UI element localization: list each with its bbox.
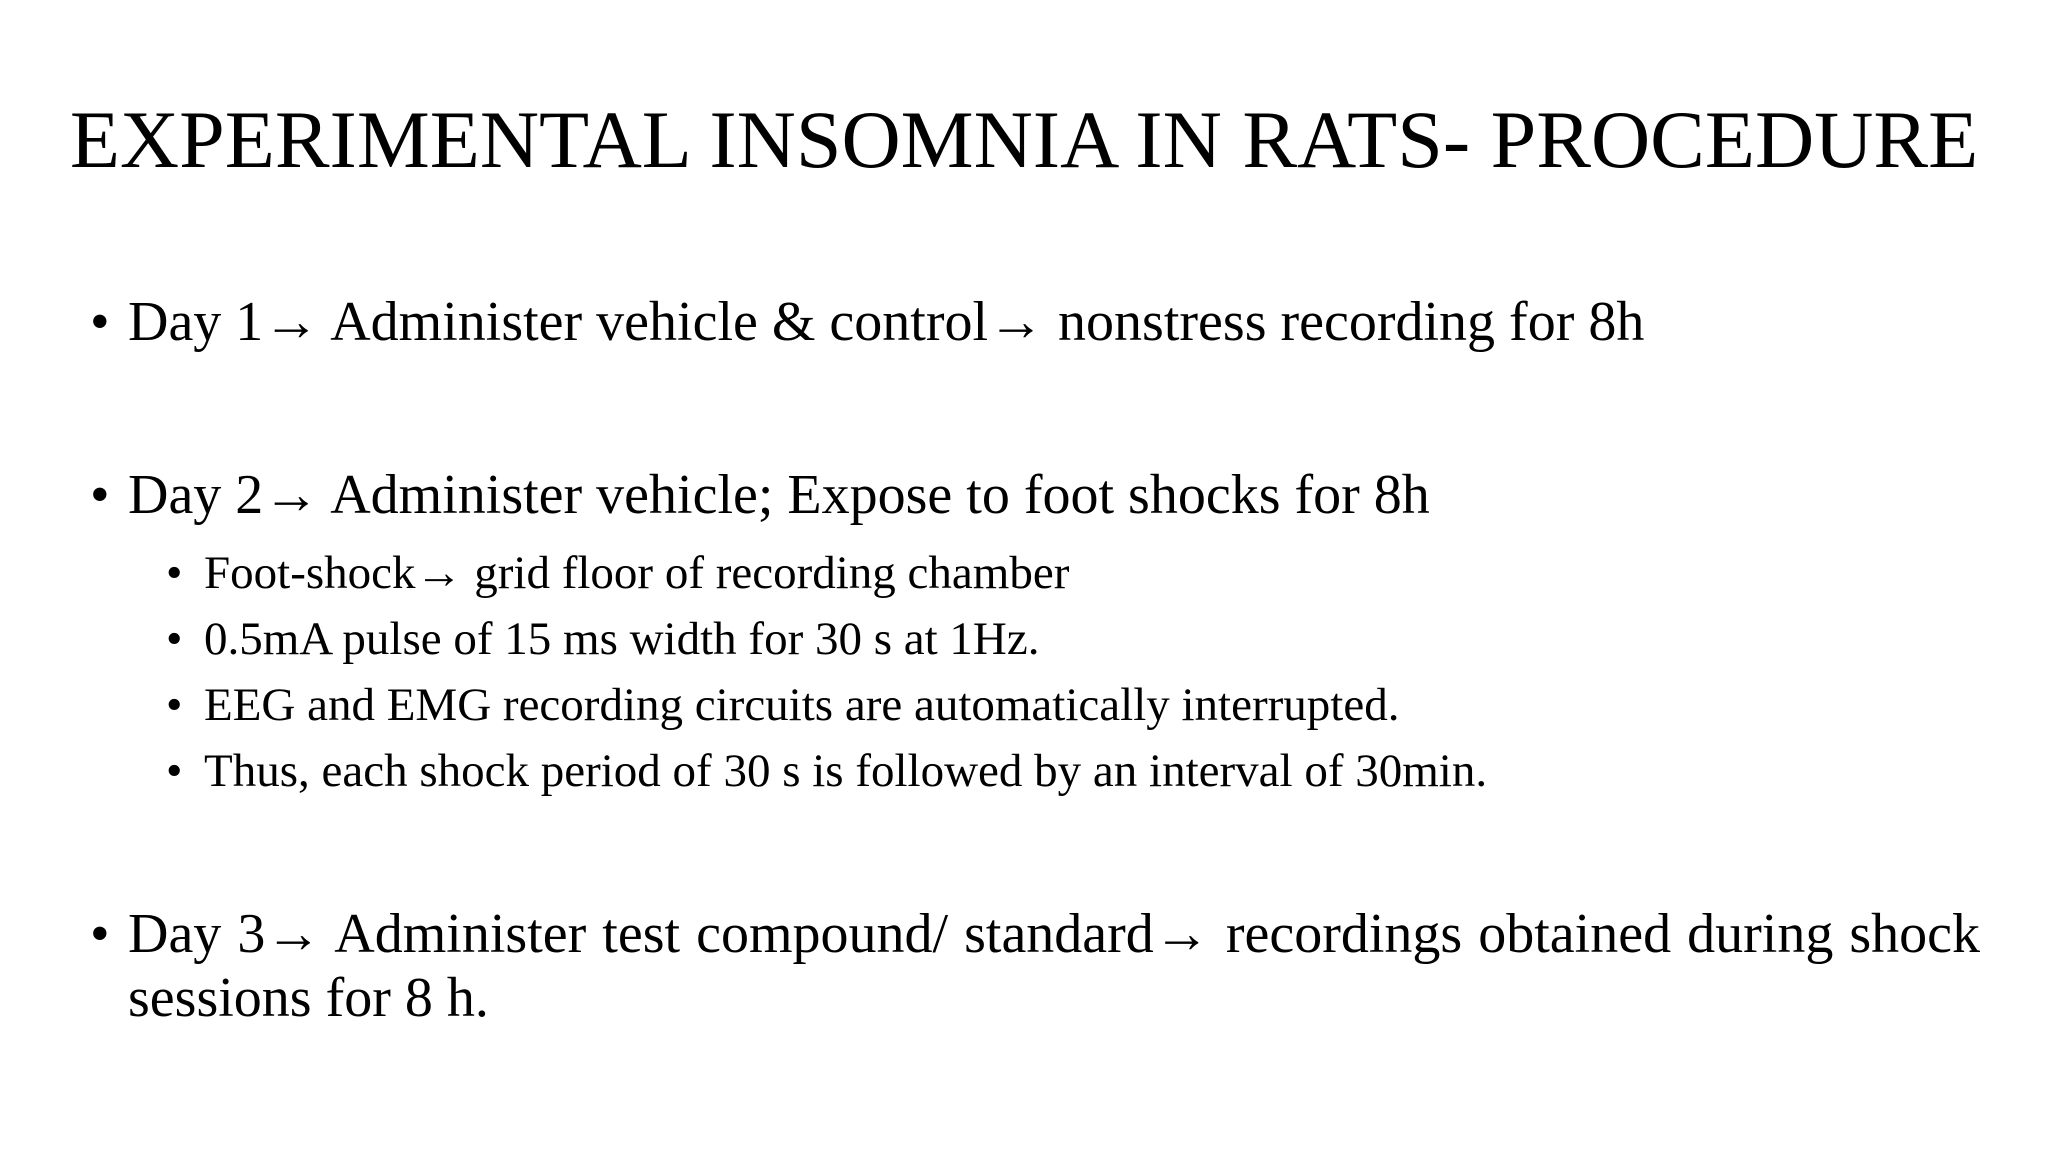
sub-bullet-dot: • (166, 547, 183, 599)
sub-bullet-text: Foot-shock→ grid floor of recording chamber (204, 547, 1070, 599)
sub-bullet-pulse (166, 606, 1966, 672)
sub-bullet-text: 0.5mA pulse of 15 ms width for 30 s at 1Hz. (204, 613, 1040, 665)
day-2-sub-list (166, 540, 1966, 804)
bullet-dot: • (90, 291, 110, 353)
sub-bullet-interval (166, 738, 1966, 804)
sub-bullet-text: EEG and EMG recording circuits are automatically interrupted. (204, 679, 1400, 731)
bullet-day-3 (90, 902, 1980, 1030)
sub-bullet-text: Thus, each shock period of 30 s is followed by an interval of 30min. (204, 745, 1488, 797)
sub-bullet-dot: • (166, 613, 183, 665)
bullet-text: Day 2→ Administer vehicle; Expose to foot shocks for 8h (128, 464, 1430, 526)
bullet-day-2 (90, 463, 1980, 527)
sub-bullet-dot: • (166, 679, 183, 731)
sub-bullet-eeg-emg (166, 672, 1966, 738)
bullet-day-1 (90, 290, 1980, 354)
bullet-text: Day 1→ Administer vehicle & control→ nonstress recording for 8h (128, 291, 1645, 353)
bullet-text: Day 3→ Administer test compound/ standard→ recordings obtained during shock sessions for 8 h. (128, 903, 1980, 1029)
bullet-dot: • (90, 903, 110, 965)
sub-bullet-foot-shock (166, 540, 1966, 606)
slide-title: EXPERIMENTAL INSOMNIA IN RATS- PROCEDURE (69, 94, 1979, 185)
sub-bullet-dot: • (166, 745, 183, 797)
bullet-dot: • (90, 464, 110, 526)
